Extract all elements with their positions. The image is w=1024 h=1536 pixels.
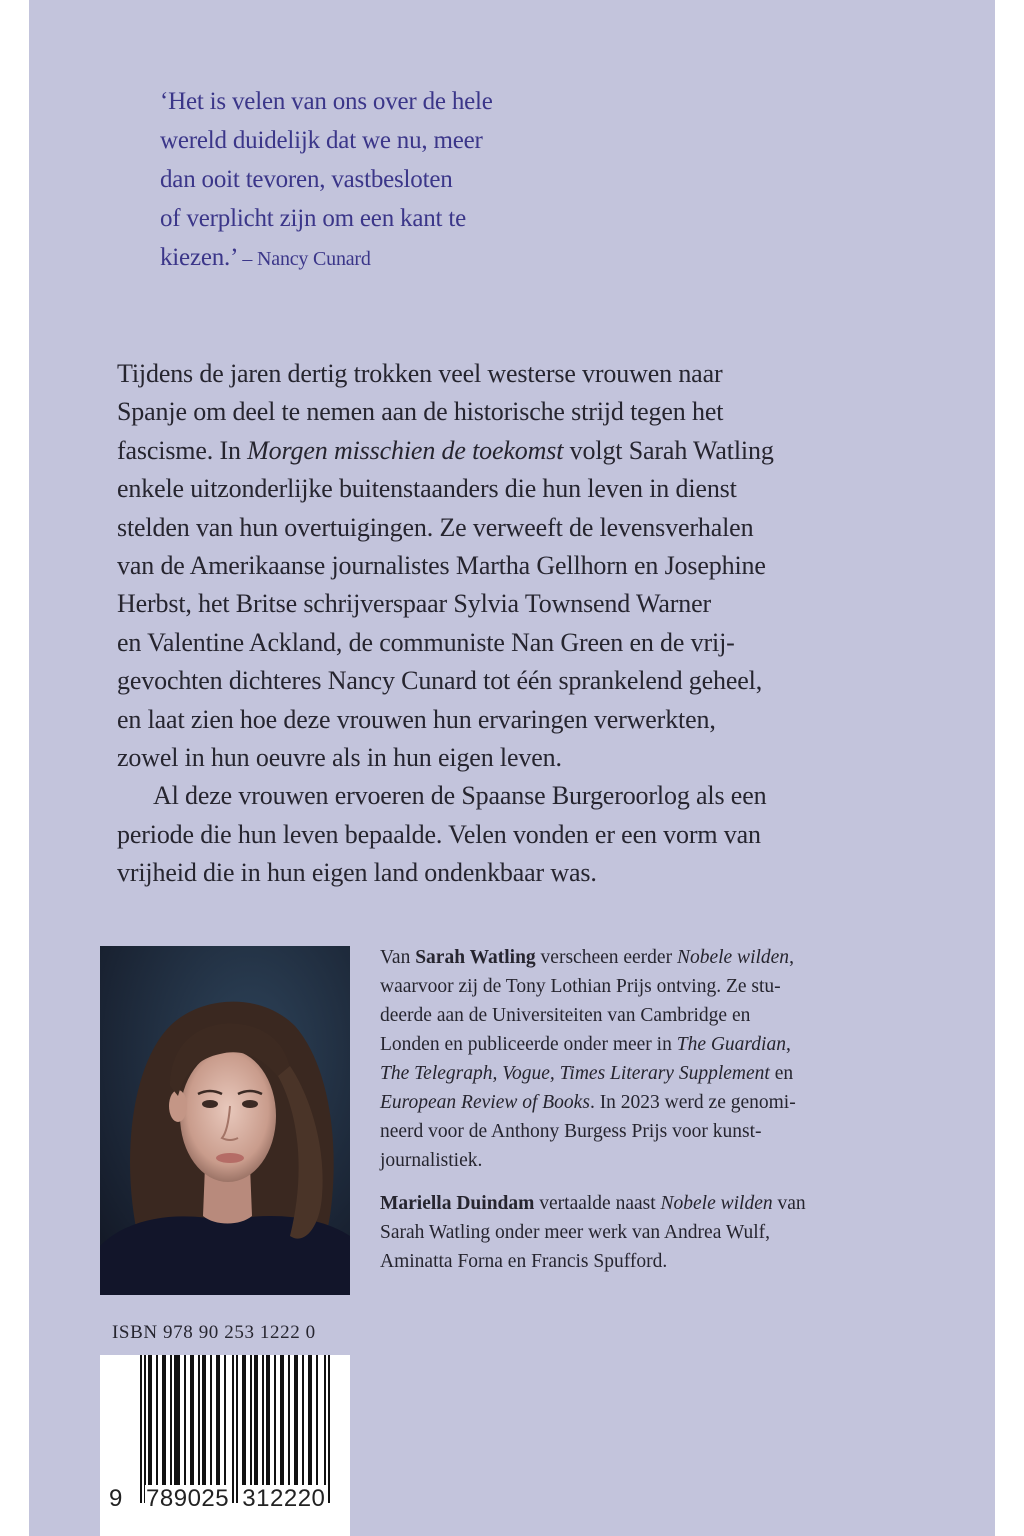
bio-line: Sarah Watling onder meer werk van Andrea Wulf, [380, 1222, 771, 1243]
bio-text: verscheen eerder [535, 947, 677, 968]
bio-text: Londen en publiceerde onder meer in [380, 1034, 677, 1055]
barcode [100, 1355, 350, 1536]
book-title: Morgen misschien de toekomst [247, 435, 564, 465]
blurb-line: Al deze vrouwen ervoeren de Spaanse Burgeroorlog als een [153, 781, 767, 811]
isbn-label: ISBN 978 90 253 1222 0 [112, 1322, 316, 1343]
bio-line [380, 1088, 920, 1117]
author-name: Sarah Watling [415, 947, 536, 968]
bio-text: , [785, 1034, 791, 1055]
translator-name: Mariella Duindam [380, 1193, 535, 1214]
bio-section [380, 943, 920, 1276]
blurb [117, 355, 917, 893]
barcode-digit-first: 9 [109, 1485, 123, 1512]
blurb-line: en laat zien hoe deze vrouwen hun ervaringen verwerkten, [117, 704, 716, 734]
blurb-line: stelden van hun overtuigingen. Ze verweeft de levensverhalen [117, 512, 754, 542]
quote-line: ‘Het is velen van ons over de hele [160, 88, 493, 115]
blurb-line: van de Amerikaanse journalistes Martha Gellhorn en Josephine [117, 551, 766, 581]
publication-title: Vogue [502, 1063, 550, 1084]
blurb-line: Spanje om deel te nemen aan de historische strijd tegen het [117, 397, 724, 427]
blurb-line: zowel in hun oeuvre als in hun eigen leven. [117, 743, 562, 773]
blurb-line: vrijheid die in hun eigen land ondenkbaar was. [117, 858, 597, 888]
book-title: Nobele wilden [660, 1193, 773, 1214]
barcode-digits-group2: 312220 [242, 1485, 326, 1512]
publication-title: European Review of Books [380, 1092, 590, 1113]
blurb-text: fascisme. In [117, 435, 248, 465]
blurb-line: periode die hun leven bepaalde. Velen vonden er een vorm van [117, 819, 761, 849]
author-bio [380, 943, 920, 1175]
publication-title: The Telegraph [380, 1063, 493, 1084]
blurb-line: gevochten dichteres Nancy Cunard tot één sprankelend geheel, [117, 666, 763, 696]
author-photo [100, 946, 350, 1295]
publication-title: The Guardian [676, 1034, 786, 1055]
quote-text-end: kiezen.’ [160, 244, 237, 271]
book-title: Nobele wilden [676, 947, 790, 968]
bio-line [380, 943, 920, 972]
bio-text: . In 2023 werd ze genomi- [589, 1092, 796, 1113]
bio-line: deerde aan de Universiteiten van Cambridge en [380, 1005, 751, 1026]
translator-bio [380, 1189, 920, 1276]
bio-text: en [769, 1063, 794, 1084]
bio-line: neerd voor de Anthony Burgess Prijs voor kunst- [380, 1121, 762, 1142]
bio-line: Aminatta Forna en Francis Spufford. [380, 1251, 668, 1272]
bio-line [380, 1059, 920, 1088]
bio-line [380, 1189, 920, 1218]
quote-line: wereld duidelijk dat we nu, meer [160, 127, 483, 154]
blurb-line [117, 432, 917, 470]
quote-line-last [160, 238, 580, 279]
blurb-paragraph-1 [117, 355, 917, 777]
blurb-paragraph-2 [117, 777, 917, 892]
blurb-line: Tijdens de jaren dertig trokken veel westerse vrouwen naar [117, 359, 723, 388]
bio-line: journalistiek. [380, 1150, 483, 1171]
quote-line: of verplicht zijn om een kant te [160, 205, 466, 232]
bio-text: Van [380, 947, 416, 968]
bio-text: , [492, 1063, 503, 1084]
bio-text: , [789, 947, 794, 968]
barcode-digits-group1: 789025 [146, 1485, 230, 1512]
publication-title: Times Literary Supplement [559, 1063, 770, 1084]
bio-text: , [549, 1063, 560, 1084]
blurb-line: Herbst, het Britse schrijverspaar Sylvia Townsend Warner [117, 589, 711, 619]
bio-line [380, 1030, 920, 1059]
author-portrait-image [100, 946, 350, 1295]
quote-line: dan ooit tevoren, vastbesloten [160, 166, 453, 193]
bio-line: waarvoor zij de Tony Lothian Prijs ontving. Ze stu- [380, 976, 781, 997]
blurb-text: volgt Sarah Watling [563, 435, 774, 465]
blurb-line: enkele uitzonderlijke buitenstaanders die hun leven in dienst [117, 474, 737, 504]
epigraph-quote [160, 82, 580, 279]
blurb-line: en Valentine Ackland, de communiste Nan Green en de vrij- [117, 627, 735, 657]
barcode-bars-icon [140, 1355, 330, 1503]
bio-text: van [772, 1193, 806, 1214]
quote-attribution: – Nancy Cunard [242, 248, 371, 270]
bio-text: vertaalde naast [534, 1193, 661, 1214]
barcode-digits [108, 1485, 326, 1513]
